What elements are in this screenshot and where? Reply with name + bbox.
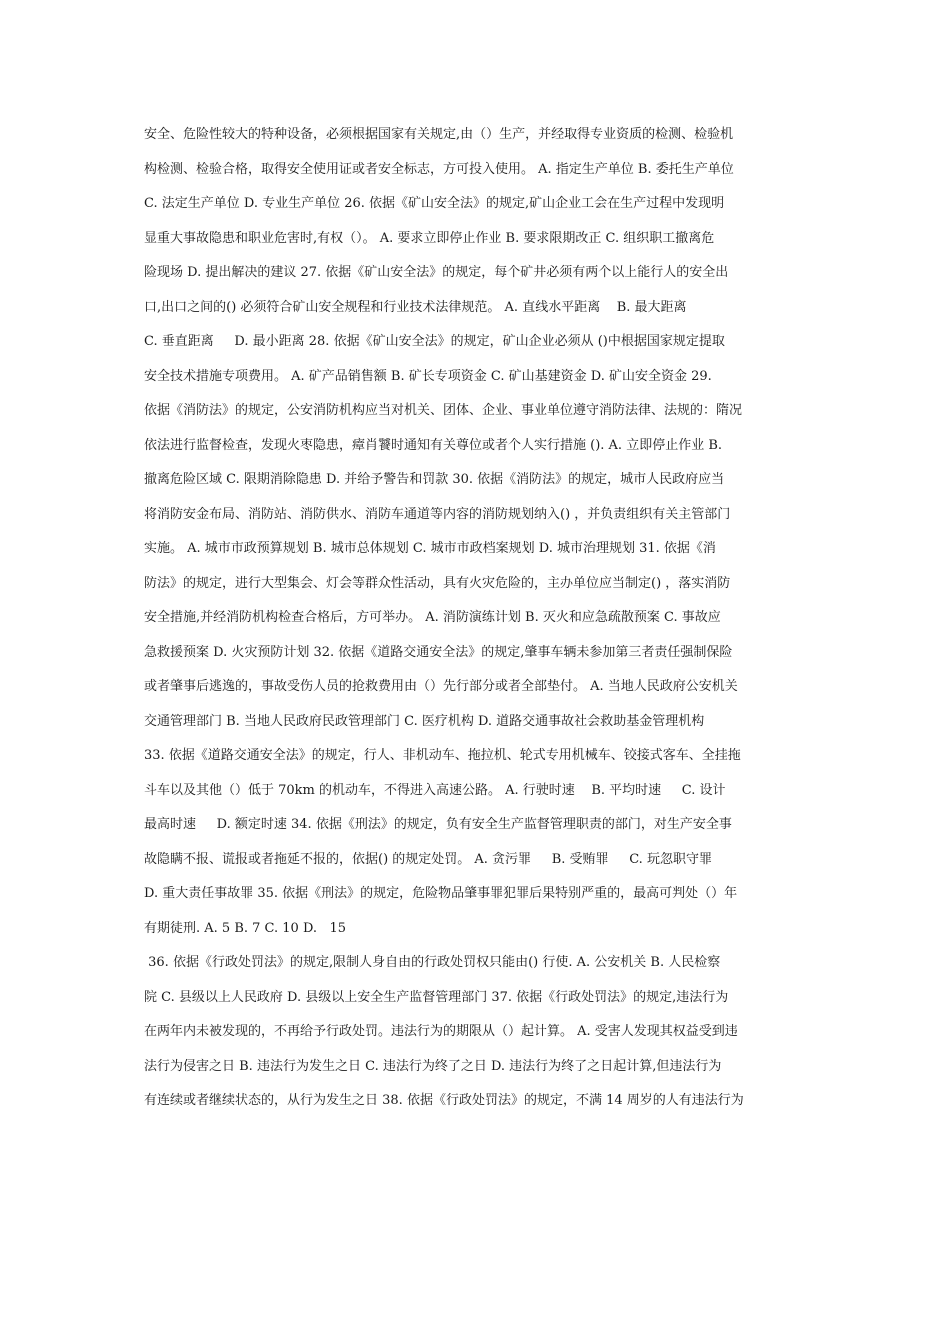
text-line: 院 C. 县级以上人民政府 D. 县级以上安全生产监督管理部门 37. 依据《行政处罚法》的规定,违法行为	[144, 989, 729, 1005]
text-line: 法行为侵害之日 B. 违法行为发生之日 C. 违法行为终了之日 D. 违法行为终了之日起计算,但违法行为	[144, 1058, 722, 1074]
text-line: 将消防安金布局、消防站、消防供水、消防车通道等内容的消防规划纳入() ，并负责组织有关主管部门	[144, 506, 731, 522]
text-line: D. 重大责任事故罪 35. 依据《刑法》的规定，危险物品肇事罪犯罪后果特别严重的，最高可判处（）年	[144, 886, 738, 901]
text-line: 有期徒刑. A. 5 B. 7 C. 10 D. 15	[144, 920, 346, 936]
text-line: 安全措施,并经消防机构检查合格后，方可举办。 A. 消防演练计划 B. 灭火和应急疏散预案 C. 事故应	[144, 610, 721, 625]
text-line: 实施。 A. 城市市政预算规划 B. 城市总体规划 C. 城市市政档案规划 D. 城市治理规划 31. 依据《消	[144, 541, 716, 556]
body-text	[144, 125, 808, 1126]
text-line: C. 法定生产单位 D. 专业生产单位 26. 依据《矿山安全法》的规定,矿山企业工会在生产过程中发现明	[144, 196, 725, 211]
text-line: 安全、危险性较大的特种设备，必须根据国家有关规定,由（）生产，并经取得专业资质的检测、检验机	[144, 127, 734, 142]
text-line: 显重大事故隐患和职业危害时,有权（）。 A. 要求立即停止作业 B. 要求限期改正 C. 组织职工撤离危	[144, 230, 715, 246]
text-line: 急救援预案 D. 火灾预防计划 32. 依据《道路交通安全法》的规定,肇事车辆未参加第三者责任强制保险	[144, 644, 733, 660]
text-line: 安全技术措施专项费用。 A. 矿产品销售额 B. 矿长专项资金 C. 矿山基建资金 D. 矿山安全资金 29.	[144, 368, 712, 384]
text-line: C. 垂直距离 D. 最小距离 28. 依据《矿山安全法》的规定，矿山企业必须从 ()中根据国家规定提取	[144, 334, 725, 349]
text-line: 36. 依据《行政处罚法》的规定,限制人身自由的行政处罚权只能由() 行使. A. 公安机关 B. 人民检察	[144, 955, 721, 970]
text-line: 在两年内未被发现的，不再给予行政处罚。违法行为的期限从（）起计算。 A. 受害人发现其权益受到违	[144, 1024, 738, 1039]
text-line: 依据《消防法》的规定，公安消防机构应当对机关、团体、企业、事业单位遵守消防法律、法规的：隋况	[144, 403, 743, 418]
text-line: 故隐瞒不报、谎报或者拖延不报的，依据() 的规定处罚。 A. 贪污罪 B. 受贿罪 C. 玩忽职守罪	[144, 851, 712, 867]
text-line: 最高时速 D. 额定时速 34. 依据《刑法》的规定，负有安全生产监督管理职责的部门，对生产安全事	[144, 817, 732, 832]
text-line: 斗车以及其他（）低于 70km 的机动车，不得进入高速公路。 A. 行驶时速 B. 平均时速 C. 设计	[144, 782, 726, 798]
text-line: 险现场 D. 提出解决的建议 27. 依据《矿山安全法》的规定，每个矿井必须有两个以上能行人的安全出	[144, 265, 729, 280]
text-line: 33. 依据《道路交通安全法》的规定，行人、非机动车、拖拉机、轮式专用机械车、铰接式客车、全挂拖	[144, 748, 741, 763]
text-line: 依法进行监督检查，发现火枣隐患，瘴肖饕时通知有关尊位或者个人实行措施 (). A. 立即停止作业 B.	[144, 437, 723, 453]
text-line: 交通管理部门 B. 当地人民政府民政管理部门 C. 医疗机构 D. 道路交通事故社会救助基金管理机构	[144, 713, 705, 729]
text-line: 有连续或者继续状态的，从行为发生之日 38. 依据《行政处罚法》的规定，不满 14 周岁的人有违法行为	[144, 1093, 744, 1108]
text-line: 撤离危险区域 C. 限期消除隐患 D. 并给予警告和罚款 30. 依据《消防法》的规定，城市人民政府应当	[144, 472, 725, 487]
text-line: 口,出口之间的() 必须符合矿山安全规程和行业技术法律规范。 A. 直线水平距离 B. 最大距离	[144, 299, 687, 315]
text-line: 防法》的规定，进行大型集会、灯会等群众性活动，具有火灾危险的，主办单位应当制定() ，落实消防	[144, 575, 731, 591]
text-line: 构检测、检验合格，取得安全使用证或者安全标志，方可投入使用。 A. 指定生产单位 B. 委托生产单位	[144, 161, 734, 177]
text-line: 或者肇事后逃逸的，事故受伤人员的抢救费用由（）先行部分或者全部垫付。 A. 当地人民政府公安机关	[144, 679, 738, 694]
